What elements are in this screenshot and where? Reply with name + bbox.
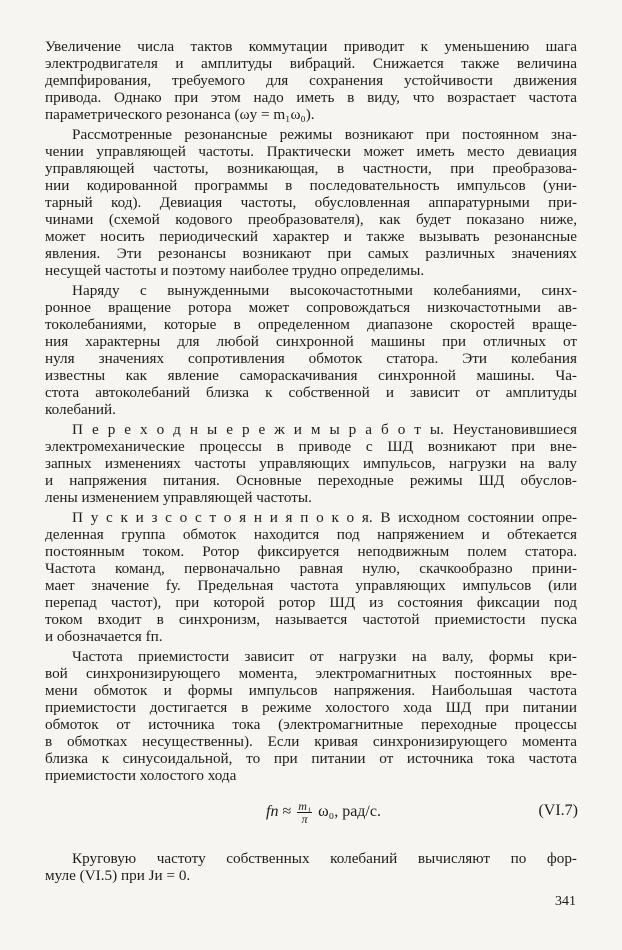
text-line: Наряду с вынужденными высокочастотными колебаниями, синх- [72, 282, 577, 299]
text-line: лены изменением управляющей частоты. [45, 489, 312, 506]
text-line: нии кодированной программы в последовательность импульсов (уни- [45, 177, 577, 194]
text-line: может носить периодический характер и также вызывать резонансные [45, 228, 577, 245]
text-line: запных изменениях частоты управляющих импульсов, нагрузки на валу [45, 455, 577, 472]
text-line: близка к синусоидальной, то при питании от источника тока частота [45, 750, 577, 767]
text-line: чинами (схемой кодового преобразователя), как будет показано ниже, [45, 211, 577, 228]
text-line: в обмотках несущественны). Если кривая синхронизирующего момента [45, 733, 577, 750]
text-line: и обозначается fп. [45, 628, 163, 645]
formula-unit: , рад/с. [334, 803, 381, 821]
text-line: ронное вращение ротора может сопровождаться низкочастотными ав- [45, 299, 577, 316]
text-line: обмоток от источника тока (электромагнитные переходные процессы [45, 716, 577, 733]
text-line: приемистости холостого хода [45, 767, 237, 784]
text-line: электродвигателя и амплитуды вибраций. Снижается также величина [45, 55, 577, 72]
text-line: Частота команд, первоначально равная нулю, скачкообразно прини- [45, 560, 577, 577]
text-line: электромеханические процессы в приводе с ШД возникают при вне- [45, 438, 577, 455]
text-line: параметрического резонанса (ωу = m₁ω₀). [45, 106, 315, 123]
text-line: демпфирования, требуемого для сохранения устойчивости движения [45, 72, 577, 89]
text-line: управляющей частоты, возникающая, в частности, при преобразова- [45, 160, 577, 177]
text-line: привода. Однако при этом надо иметь в виду, что возрастает частота [45, 89, 577, 106]
formula-lhs: fп [266, 803, 279, 821]
text-line: мает значение fу. Предельная частота управляющих импульсов (или [45, 577, 577, 594]
text-line: Частота приемистости зависит от нагрузки на валу, формы кри- [72, 648, 577, 665]
text-line: стота автоколебаний близка к собственной и зависит от амплитуды [45, 384, 577, 401]
text-line: током входит в синхронизм, называется частотой приемистости пуска [45, 611, 577, 628]
text-line: П у с к и з с о с т о я н и я п о к о я. В исходном состоянии опре- [72, 509, 577, 526]
formula-fraction [297, 800, 312, 825]
text-line: П е р е х о д н ы е р е ж и м ы р а б о т ы. Неустановившиеся [72, 421, 577, 438]
page-number: 341 [555, 894, 576, 909]
text-line: ния характерны для любой синхронной машины при отличных от [45, 333, 577, 350]
text-line: Увеличение числа тактов коммутации приводит к уменьшению шага [45, 38, 577, 55]
formula-omega: ω₀ [318, 803, 335, 821]
text-line: тарный код). Девиация частоты, обусловленная аппаратурными при- [45, 194, 577, 211]
text-line: постоянным током. Ротор фиксируется неподвижным полем статора. [45, 543, 577, 560]
text-line: известны как явление самораскачивания синхронной машины. Ча- [45, 367, 577, 384]
formula-denominator: π [301, 812, 308, 826]
closing-line: муле (VI.5) при Jи = 0. [45, 867, 191, 884]
text-line: Рассмотренные резонансные режимы возникают при постоянном зна- [72, 126, 577, 143]
text-line: мени обмоток и формы импульсов напряжения. Наибольшая частота [45, 682, 577, 699]
text-line: чении управляющей частоты. Практически может иметь место девиация [45, 143, 577, 160]
text-line: несущей частоты и поэтому наиболее трудно определимы. [45, 262, 425, 279]
text-line: приемистости достигается в режиме холостого хода ШД при питании [45, 699, 577, 716]
formula-approx: ≈ [282, 803, 292, 821]
closing-line: Круговую частоту собственных колебаний вычисляют по фор- [72, 850, 577, 867]
text-line: деленная группа обмоток находится под напряжением и обтекается [45, 526, 577, 543]
text-line: и напряжения питания. Основные переходные режимы ШД обуслов- [45, 472, 577, 489]
text-line: перепад частот), при которой ротор ШД из состояния фиксации под [45, 594, 577, 611]
text-line: явления. Эти резонансы возникают при самых различных значениях [45, 245, 577, 262]
formula-numerator: m₁ [298, 799, 312, 813]
formula-expression [266, 800, 381, 825]
text-line: нуля значениях сопротивления обмоток статора. Эти колебания [45, 350, 577, 367]
text-line: колебаний. [45, 401, 116, 418]
text-line: вой синхронизирующего момента, электромагнитных постоянных вре- [45, 665, 577, 682]
text-line: токолебаниями, которые в определенном диапазоне скоростей враще- [45, 316, 577, 333]
formula-number: (VI.7) [538, 802, 578, 819]
